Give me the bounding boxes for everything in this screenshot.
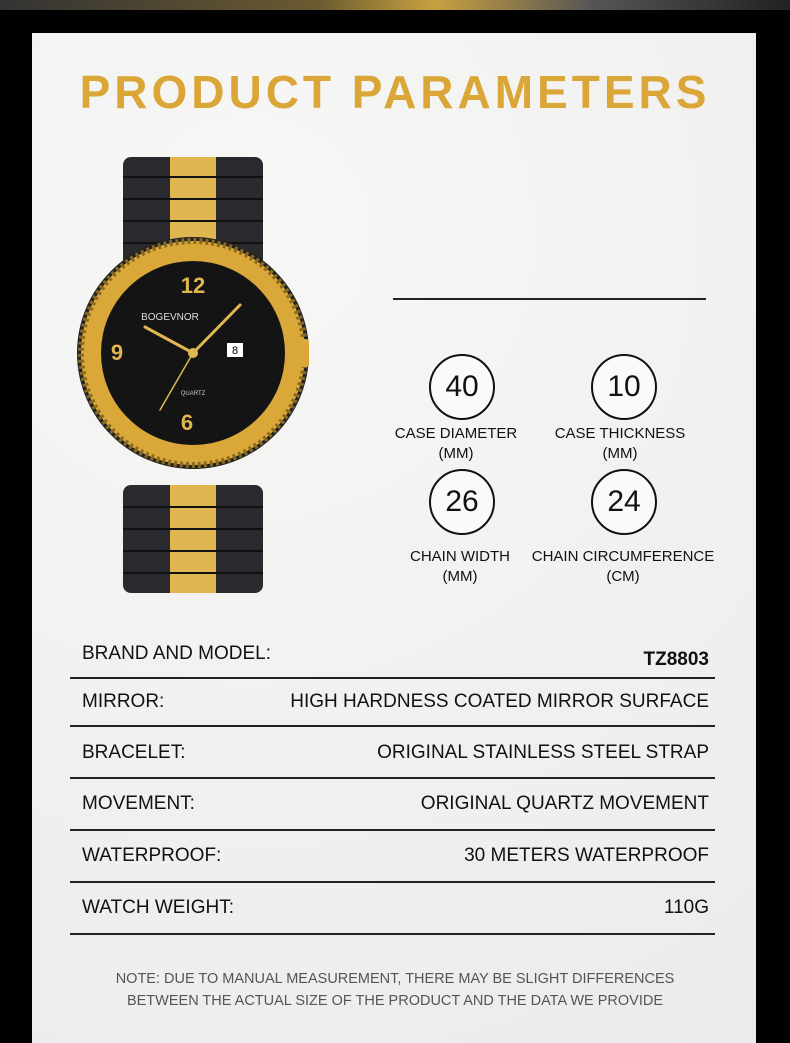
param-row-weight (70, 883, 715, 935)
param-key: MOVEMENT: (82, 793, 195, 814)
param-key: WATERPROOF: (82, 845, 222, 866)
param-row-mirror (70, 679, 715, 727)
page-title: PRODUCT PARAMETERS (79, 66, 711, 118)
spec-label: CASE DIAMETER (394, 425, 518, 442)
param-row-brand (70, 631, 715, 679)
numeral-12: 12 (180, 273, 206, 298)
param-key: MIRROR: (82, 691, 165, 712)
spec-unit: (CM) (606, 568, 640, 585)
param-key: BRAND AND MODEL: (82, 643, 271, 664)
note-line: BETWEEN THE ACTUAL SIZE OF THE PRODUCT AND THE DATA WE PROVIDE (126, 993, 664, 1009)
param-key: WATCH WEIGHT: (82, 897, 234, 918)
spec-chain-width-value: 26 (429, 469, 495, 535)
spec-case-thickness-label (520, 424, 720, 464)
param-value: 30 METERS WATERPROOF (464, 845, 709, 866)
note-line: NOTE: DUE TO MANUAL MEASUREMENT, THERE MAY BE SLIGHT DIFFERENCES (115, 971, 675, 987)
spec-chain-circumference-label (523, 547, 723, 587)
watch-date: 8 (231, 345, 239, 357)
spec-chain-circumference-value: 24 (591, 469, 657, 535)
spec-case-thickness-value: 10 (591, 354, 657, 420)
spec-unit: (MM) (602, 445, 638, 462)
param-key: BRACELET: (82, 742, 186, 763)
param-value: TZ8803 (643, 649, 709, 670)
param-value: ORIGINAL QUARTZ MOVEMENT (420, 793, 709, 814)
watch-brand: BOGEVNOR (141, 312, 199, 323)
spec-label: CHAIN CIRCUMFERENCE (531, 548, 715, 565)
spec-unit: (MM) (442, 568, 478, 585)
param-row-waterproof (70, 831, 715, 883)
spec-label: CASE THICKNESS (554, 425, 686, 442)
param-row-movement (70, 779, 715, 831)
measurement-note (0, 968, 790, 1012)
numeral-9: 9 (110, 340, 124, 365)
param-value: ORIGINAL STAINLESS STEEL STRAP (377, 742, 709, 763)
param-row-bracelet (70, 729, 715, 779)
numeral-6: 6 (180, 410, 194, 435)
spec-unit: (MM) (438, 445, 474, 462)
top-photo-strip (0, 0, 790, 10)
spec-case-diameter-value: 40 (429, 354, 495, 420)
watch-image (75, 155, 315, 595)
param-value: HIGH HARDNESS COATED MIRROR SURFACE (290, 691, 709, 712)
divider-line (393, 298, 706, 300)
watch-dial-text: QUARTZ (180, 391, 206, 397)
param-value: 110G (663, 897, 709, 918)
spec-label: CHAIN WIDTH (410, 548, 510, 565)
